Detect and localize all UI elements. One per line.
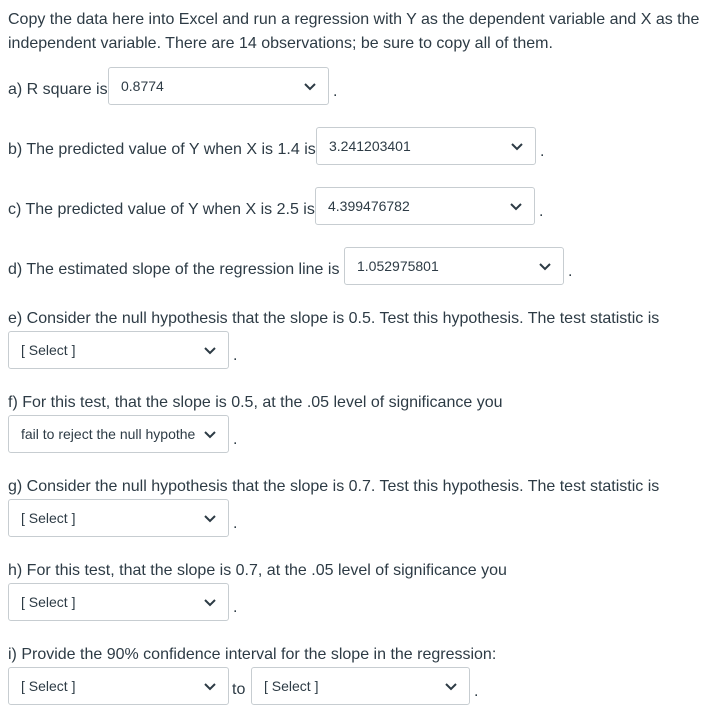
question-d-value: 1.052975801 xyxy=(357,258,439,274)
punctuation-period: . xyxy=(540,143,545,160)
question-h-select[interactable] xyxy=(8,583,229,621)
punctuation-period: . xyxy=(474,683,479,700)
chevron-down-icon xyxy=(506,196,526,216)
question-c-label: c) The predicted value of Y when X is 2.5 is xyxy=(8,201,315,218)
question-d-select[interactable] xyxy=(344,247,564,285)
question-e-select[interactable] xyxy=(8,331,229,369)
question-a-label: a) R square is xyxy=(8,81,108,98)
question-i-high-value: [ Select ] xyxy=(264,678,319,694)
question-i-high-select[interactable] xyxy=(251,667,470,705)
chevron-down-icon xyxy=(200,508,220,528)
question-d-label: d) The estimated slope of the regression line is xyxy=(8,261,340,278)
question-b-select[interactable] xyxy=(316,127,536,165)
chevron-down-icon xyxy=(200,424,220,444)
question-c-select[interactable] xyxy=(315,187,535,225)
chevron-down-icon xyxy=(200,676,220,696)
question-b-value: 3.241203401 xyxy=(329,138,411,154)
punctuation-period: . xyxy=(233,599,238,616)
question-f-value: fail to reject the null hypothe xyxy=(21,426,196,442)
interval-to-label: to xyxy=(232,681,246,698)
punctuation-period: . xyxy=(333,83,338,100)
question-f-select[interactable] xyxy=(8,415,229,453)
question-g-label: g) Consider the null hypothesis that the slope is 0.7. Test this hypothesis. The test statistic is xyxy=(8,478,660,495)
chevron-down-icon xyxy=(507,136,527,156)
question-f-label: f) For this test, that the slope is 0.5, at the .05 level of significance you xyxy=(8,394,503,411)
question-a-value: 0.8774 xyxy=(121,78,164,94)
question-i-low-select[interactable] xyxy=(8,667,229,705)
question-i-label: i) Provide the 90% confidence interval for the slope in the regression: xyxy=(8,646,497,663)
question-g-value: [ Select ] xyxy=(21,510,76,526)
chevron-down-icon xyxy=(300,76,320,96)
punctuation-period: . xyxy=(233,515,238,532)
punctuation-period: . xyxy=(568,263,573,280)
punctuation-period: . xyxy=(539,203,544,220)
chevron-down-icon xyxy=(441,676,461,696)
chevron-down-icon xyxy=(200,340,220,360)
punctuation-period: . xyxy=(233,347,238,364)
question-c-value: 4.399476782 xyxy=(328,198,410,214)
instructions-text: Copy the data here into Excel and run a regression with Y as the dependent variable and X as the independent variable. There are 14 observations; be sure to copy all of them. xyxy=(8,11,700,52)
question-a-select[interactable] xyxy=(108,67,329,105)
question-b-label: b) The predicted value of Y when X is 1.4 is xyxy=(8,141,316,158)
punctuation-period: . xyxy=(233,431,238,448)
chevron-down-icon xyxy=(200,592,220,612)
question-e-label: e) Consider the null hypothesis that the slope is 0.5. Test this hypothesis. The test statistic is xyxy=(8,310,660,327)
chevron-down-icon xyxy=(535,256,555,276)
question-i-low-value: [ Select ] xyxy=(21,678,76,694)
question-g-select[interactable] xyxy=(8,499,229,537)
question-h-label: h) For this test, that the slope is 0.7, at the .05 level of significance you xyxy=(8,562,507,579)
question-e-value: [ Select ] xyxy=(21,342,76,358)
question-h-value: [ Select ] xyxy=(21,594,76,610)
